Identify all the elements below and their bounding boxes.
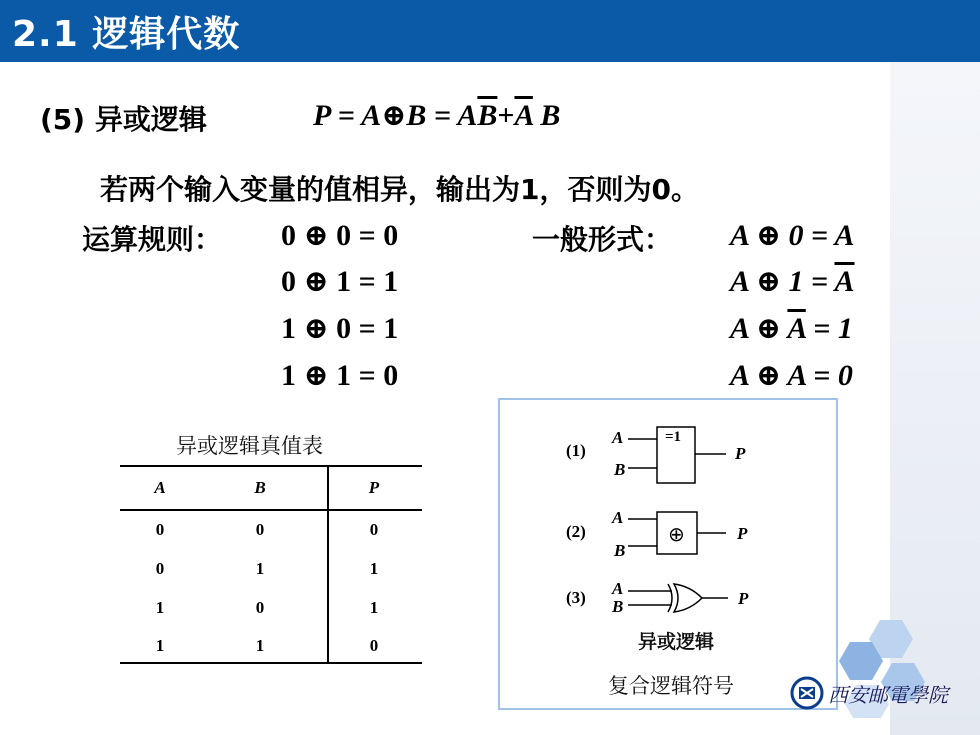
header-bar [0, 0, 980, 62]
input-a-label: A [612, 579, 624, 598]
university-emblem-icon [790, 676, 824, 710]
table-cell: 0 [255, 520, 265, 539]
table-header-p: P [368, 478, 380, 497]
rules-label: 运算规则： [82, 223, 223, 256]
symbol-sub-caption: 异或逻辑 [638, 631, 715, 653]
table-cell: 0 [255, 598, 265, 617]
table-cell: 1 [155, 598, 165, 617]
xor-gate-box-icon [628, 424, 738, 486]
input-a-label: A [612, 508, 624, 527]
table-cell: 0 [155, 520, 165, 539]
university-name: 西安邮電學院 [828, 683, 948, 707]
table-cell: 1 [155, 636, 165, 655]
table-cell: 1 [369, 598, 379, 617]
university-logo [790, 676, 948, 714]
symbol-number: (2) [566, 522, 586, 541]
input-b-label: B [614, 541, 626, 560]
gate-label: =1 [665, 429, 682, 445]
rule-item: 0 ⊕ 1 = 1 [281, 265, 399, 298]
table-header-a: A [154, 478, 166, 497]
section-label: (5) 异或逻辑 [40, 103, 207, 136]
general-form-label: 一般形式： [532, 223, 673, 256]
table-rule-top [120, 465, 422, 467]
output-p-label: P [738, 589, 749, 608]
input-b-label: B [614, 460, 626, 479]
input-a-label: A [612, 428, 624, 447]
table-rule-bottom [120, 662, 422, 664]
table-cell: 1 [255, 559, 265, 578]
table-cell: 0 [369, 520, 379, 539]
slide-title: 2.1 逻辑代数 [12, 14, 241, 55]
general-form-item: A ⊕ $1 = \overline{A}$ [730, 265, 855, 298]
truth-table-title: 异或逻辑真值表 [176, 434, 323, 458]
general-form-item: A ⊕ 0 = A [730, 219, 855, 252]
rule-item: 1 ⊕ 0 = 1 [281, 312, 399, 345]
rule-item: 1 ⊕ 1 = 0 [281, 359, 399, 392]
xor-gate-shape-icon [628, 578, 738, 618]
symbol-number: (3) [566, 588, 586, 607]
table-cell: 0 [369, 636, 379, 655]
general-form-item: A ⊕ $\overline{A} = 1$ [730, 312, 853, 345]
xor-formula: P = A⊕B = $A\overline{B}+\overline{A}$ B [313, 99, 561, 132]
definition-text: 若两个输入变量的值相异，输出为1，否则为0。 [100, 173, 699, 206]
symbol-number: (1) [566, 441, 586, 460]
rule-item: 0 ⊕ 0 = 0 [281, 219, 399, 252]
output-p-label: P [737, 524, 748, 543]
table-divider [327, 465, 329, 663]
general-form-item: A ⊕ A = 0 [730, 359, 853, 392]
input-b-label: B [612, 597, 624, 616]
table-header-b: B [254, 478, 266, 497]
table-cell: 1 [255, 636, 265, 655]
output-p-label: P [735, 444, 746, 463]
table-rule-header [120, 509, 422, 511]
table-cell: 0 [155, 559, 165, 578]
table-cell: 1 [369, 559, 379, 578]
gate-label: ⊕ [668, 522, 685, 546]
symbols-caption: 复合逻辑符号 [608, 674, 734, 698]
